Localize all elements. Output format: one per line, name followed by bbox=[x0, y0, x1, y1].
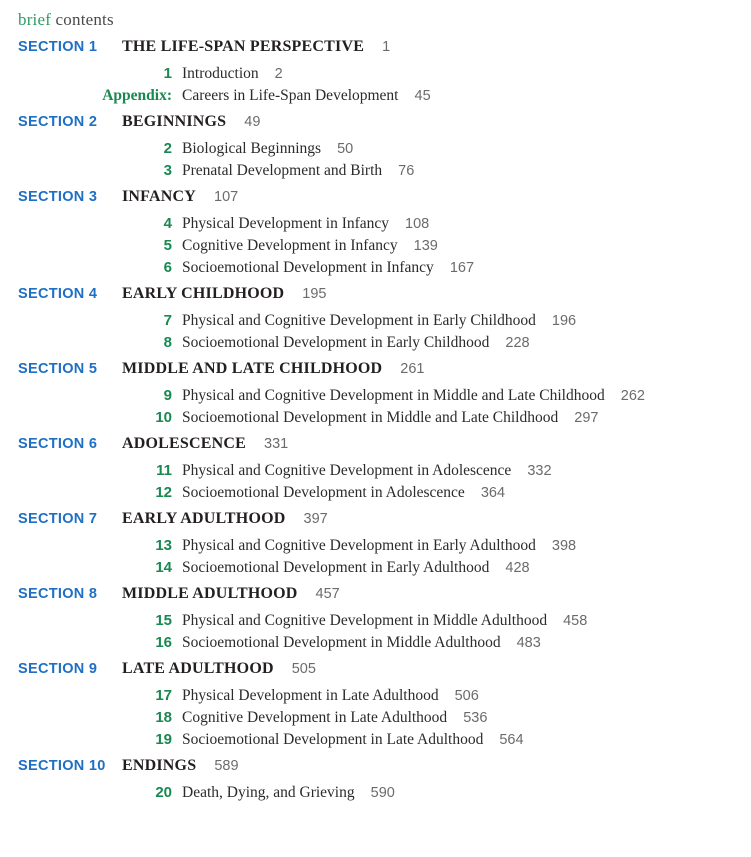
toc-body bbox=[0, 36, 751, 808]
chapter-number: 2 bbox=[163, 140, 172, 157]
chapter-page-number: 139 bbox=[413, 238, 438, 254]
chapter-page-number: 76 bbox=[398, 163, 415, 179]
chapter-page-number: 196 bbox=[551, 313, 577, 329]
section-label: SECTION 8 bbox=[18, 586, 98, 602]
chapter-number: 18 bbox=[155, 709, 172, 726]
section-page-number: 49 bbox=[244, 114, 261, 130]
chapter-number: 17 bbox=[155, 687, 172, 704]
section-label: SECTION 3 bbox=[18, 189, 98, 205]
section-title: EARLY CHILDHOOD bbox=[122, 285, 285, 302]
chapter-row[interactable] bbox=[0, 782, 751, 804]
chapter-row[interactable] bbox=[0, 332, 751, 354]
chapter-title: Introduction bbox=[182, 65, 259, 82]
chapter-title: Socioemotional Development in Middle and Late Childhood bbox=[182, 409, 559, 426]
chapter-page-number: 590 bbox=[370, 785, 395, 801]
section-page-number: 331 bbox=[264, 436, 289, 452]
chapter-page-number: 483 bbox=[516, 635, 541, 651]
chapter-number: 11 bbox=[156, 462, 172, 479]
chapter-row[interactable] bbox=[0, 707, 751, 729]
chapter-number: 19 bbox=[155, 731, 172, 748]
chapter-title: Socioemotional Development in Infancy bbox=[182, 259, 434, 276]
chapter-page-number: 50 bbox=[337, 141, 354, 157]
section-title: THE LIFE-SPAN PERSPECTIVE bbox=[122, 38, 365, 55]
section-row[interactable] bbox=[0, 583, 751, 605]
page-title bbox=[18, 10, 751, 30]
chapter-page-number: 428 bbox=[505, 560, 530, 576]
chapter-number: 9 bbox=[163, 387, 172, 404]
section-row[interactable] bbox=[0, 36, 751, 58]
section-title: BEGINNINGS bbox=[122, 113, 227, 130]
chapter-title: Death, Dying, and Grieving bbox=[182, 784, 355, 801]
chapter-title: Cognitive Development in Infancy bbox=[182, 237, 398, 254]
chapter-title: Socioemotional Development in Early Adulthood bbox=[182, 559, 490, 576]
chapter-page-number: 167 bbox=[449, 260, 475, 276]
section-page-number: 457 bbox=[315, 586, 340, 602]
section-label: SECTION 1 bbox=[18, 39, 98, 55]
chapter-row[interactable] bbox=[0, 385, 751, 407]
chapter-number: 3 bbox=[163, 162, 172, 179]
chapter-row[interactable] bbox=[0, 213, 751, 235]
page-title-accent: brief bbox=[18, 10, 52, 29]
chapter-row[interactable] bbox=[0, 85, 751, 107]
chapter-page-number: 398 bbox=[551, 538, 577, 554]
chapter-row[interactable] bbox=[0, 310, 751, 332]
chapter-page-number: 332 bbox=[527, 463, 552, 479]
chapter-row[interactable] bbox=[0, 535, 751, 557]
chapter-page-number: 458 bbox=[563, 613, 588, 629]
section-title: ENDINGS bbox=[122, 757, 197, 774]
chapter-row[interactable] bbox=[0, 407, 751, 429]
chapter-page-number: 564 bbox=[499, 732, 524, 748]
chapter-number: 16 bbox=[155, 634, 172, 651]
page-title-main: contents bbox=[55, 10, 114, 29]
section-label: SECTION 5 bbox=[18, 361, 98, 377]
section-label: SECTION 7 bbox=[18, 511, 98, 527]
chapter-row[interactable] bbox=[0, 460, 751, 482]
chapter-row[interactable] bbox=[0, 63, 751, 85]
chapter-title: Physical Development in Infancy bbox=[182, 215, 390, 232]
chapter-title: Socioemotional Development in Early Childhood bbox=[182, 334, 490, 351]
chapter-row[interactable] bbox=[0, 138, 751, 160]
chapter-page-number: 364 bbox=[480, 485, 506, 501]
chapter-number: 6 bbox=[163, 259, 172, 276]
chapter-title: Socioemotional Development in Middle Adulthood bbox=[182, 634, 501, 651]
section-row[interactable] bbox=[0, 283, 751, 305]
chapter-title: Prenatal Development and Birth bbox=[182, 162, 383, 179]
chapter-title: Socioemotional Development in Adolescence bbox=[182, 484, 465, 501]
chapter-page-number: 45 bbox=[414, 88, 431, 104]
section-page-number: 107 bbox=[214, 189, 239, 205]
chapter-title: Physical and Cognitive Development in Middle Adulthood bbox=[182, 612, 548, 629]
chapter-number: 7 bbox=[163, 312, 172, 329]
section-title: MIDDLE AND LATE CHILDHOOD bbox=[122, 360, 383, 377]
chapter-page-number: 108 bbox=[405, 216, 430, 232]
section-page-number: 589 bbox=[214, 758, 239, 774]
chapter-number: 1 bbox=[163, 65, 172, 82]
section-page-number: 261 bbox=[400, 361, 425, 377]
chapter-row[interactable] bbox=[0, 632, 751, 654]
chapter-row[interactable] bbox=[0, 257, 751, 279]
chapter-row[interactable] bbox=[0, 729, 751, 751]
chapter-page-number: 262 bbox=[620, 388, 645, 404]
chapter-number: 10 bbox=[155, 409, 172, 426]
chapter-row[interactable] bbox=[0, 685, 751, 707]
chapter-title: Physical and Cognitive Development in Middle and Late Childhood bbox=[182, 387, 605, 404]
section-row[interactable] bbox=[0, 358, 751, 380]
section-row[interactable] bbox=[0, 186, 751, 208]
section-row[interactable] bbox=[0, 508, 751, 530]
section-title: ADOLESCENCE bbox=[122, 435, 247, 452]
chapter-title: Physical Development in Late Adulthood bbox=[182, 687, 439, 704]
section-page-number: 1 bbox=[382, 39, 391, 55]
chapter-row[interactable] bbox=[0, 557, 751, 579]
section-page-number: 195 bbox=[302, 286, 327, 302]
section-row[interactable] bbox=[0, 433, 751, 455]
section-title: INFANCY bbox=[122, 188, 196, 205]
section-label: SECTION 6 bbox=[18, 436, 98, 452]
section-label: SECTION 9 bbox=[18, 661, 98, 677]
chapter-page-number: 506 bbox=[454, 688, 479, 704]
chapter-title: Socioemotional Development in Late Adulthood bbox=[182, 731, 484, 748]
chapter-number: 20 bbox=[155, 784, 172, 801]
section-title: EARLY ADULTHOOD bbox=[122, 510, 286, 527]
chapter-title: Careers in Life-Span Development bbox=[182, 87, 399, 104]
spacer bbox=[0, 804, 751, 808]
chapter-title: Physical and Cognitive Development in Adolescence bbox=[182, 462, 512, 479]
section-title: LATE ADULTHOOD bbox=[122, 660, 274, 677]
chapter-row[interactable] bbox=[0, 235, 751, 257]
section-row[interactable] bbox=[0, 111, 751, 133]
section-row[interactable] bbox=[0, 658, 751, 680]
chapter-page-number: 228 bbox=[505, 335, 530, 351]
section-label: SECTION 10 bbox=[18, 758, 106, 774]
section-row[interactable] bbox=[0, 755, 751, 777]
chapter-title: Physical and Cognitive Development in Early Adulthood bbox=[182, 537, 536, 554]
section-page-number: 397 bbox=[303, 511, 328, 527]
section-label: SECTION 4 bbox=[18, 286, 98, 302]
section-title: MIDDLE ADULTHOOD bbox=[122, 585, 298, 602]
chapter-number: 12 bbox=[155, 484, 172, 501]
chapter-row[interactable] bbox=[0, 160, 751, 182]
chapter-number: 14 bbox=[155, 559, 172, 576]
chapter-title: Cognitive Development in Late Adulthood bbox=[182, 709, 448, 726]
chapter-number: 4 bbox=[163, 215, 172, 232]
chapter-number: 13 bbox=[155, 537, 172, 554]
chapter-number: 5 bbox=[163, 237, 172, 254]
chapter-row[interactable] bbox=[0, 482, 751, 504]
chapter-page-number: 2 bbox=[274, 66, 283, 82]
chapter-number: 15 bbox=[155, 612, 172, 629]
section-page-number: 505 bbox=[291, 661, 316, 677]
chapter-number: 8 bbox=[163, 334, 172, 351]
appendix-label: Appendix: bbox=[102, 87, 172, 104]
section-label: SECTION 2 bbox=[18, 114, 98, 130]
chapter-title: Physical and Cognitive Development in Early Childhood bbox=[182, 312, 536, 329]
chapter-page-number: 297 bbox=[574, 410, 599, 426]
chapter-title: Biological Beginnings bbox=[182, 140, 322, 157]
chapter-row[interactable] bbox=[0, 610, 751, 632]
chapter-page-number: 536 bbox=[463, 710, 488, 726]
